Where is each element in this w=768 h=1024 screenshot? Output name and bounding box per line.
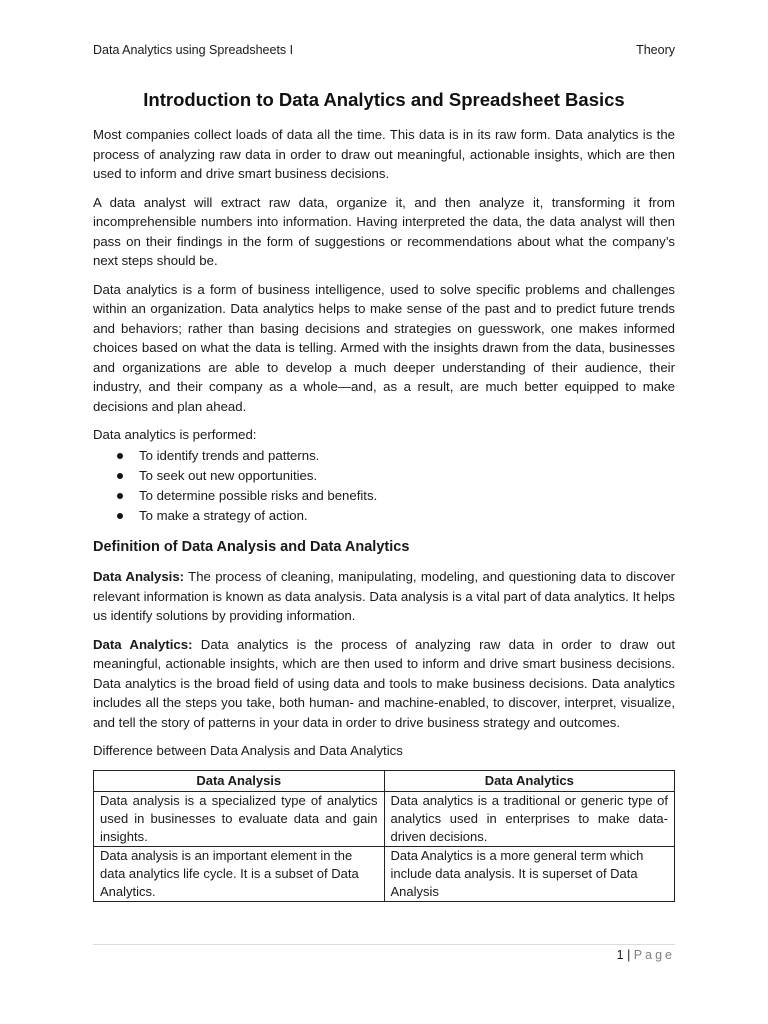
table-cell: Data Analytics is a more general term which include data analysis. It is superset of Data Analysis bbox=[384, 846, 675, 901]
table-cell: Data analysis is an important element in the data analytics life cycle. It is a subset of Data Analytics. bbox=[94, 846, 385, 901]
term-label: Data Analytics: bbox=[93, 636, 193, 652]
list-item: To determine possible risks and benefits. bbox=[139, 486, 675, 506]
performed-list bbox=[93, 446, 675, 526]
paragraph: A data analyst will extract raw data, organize it, and then analyze it, transforming it from incomprehensible numbers into information. Having interpreted the data, the data analyst will then pass on their findings in the form of suggestions or recommendations about what the company’s next steps should be. bbox=[93, 194, 675, 268]
data-analytics-definition bbox=[93, 635, 675, 733]
table-cell: Data analysis is a specialized type of analytics used in businesses to evaluate data and gain insights. bbox=[94, 791, 385, 846]
page-label: Page bbox=[633, 948, 675, 962]
column-header: Data Analytics bbox=[384, 770, 675, 791]
footer-divider bbox=[93, 944, 675, 945]
page-title: Introduction to Data Analytics and Spreadsheet Basics bbox=[143, 89, 625, 110]
performed-intro: Data analytics is performed: bbox=[93, 427, 257, 442]
document-body bbox=[93, 125, 675, 902]
term-text: Data analytics is the process of analyzing raw data in order to draw out meaningful, actionable insights, which are then used to inform and drive smart business decisions. Data analytics is the broad field of using data and tools to make business decisions. Data analytics includes all the steps you take, both human- and machine-enabled, to discover, interpret, visualize, and tell the story of patterns in your data in order to drive business strategy and outcomes. bbox=[93, 636, 675, 730]
footer-separator: | bbox=[627, 948, 631, 962]
table-caption: Difference between Data Analysis and Data Analytics bbox=[93, 743, 403, 758]
section-heading: Definition of Data Analysis and Data Analytics bbox=[93, 538, 410, 555]
page-header bbox=[93, 43, 675, 57]
page-footer bbox=[93, 948, 675, 962]
paragraph: Most companies collect loads of data all the time. This data is in its raw form. Data analytics is the process of analyzing raw data in order to draw out meaningful, actionable insights, which are then used to inform and drive smart business decisions. bbox=[93, 127, 675, 181]
header-right: Theory bbox=[636, 43, 675, 57]
table-cell: Data analytics is a traditional or generic type of analytics used in enterprises to make data-driven decisions. bbox=[384, 791, 675, 846]
table-header-row bbox=[94, 770, 675, 791]
header-left: Data Analytics using Spreadsheets I bbox=[93, 43, 294, 57]
list-item: To seek out new opportunities. bbox=[139, 466, 675, 486]
term-label: Data Analysis: bbox=[93, 569, 185, 584]
page-number: 1 bbox=[616, 948, 624, 962]
comparison-table bbox=[93, 770, 675, 902]
list-item: To make a strategy of action. bbox=[139, 506, 675, 526]
table-row bbox=[94, 791, 675, 846]
list-item: To identify trends and patterns. bbox=[139, 446, 675, 466]
table-row bbox=[94, 846, 675, 901]
data-analysis-definition bbox=[93, 567, 675, 626]
paragraph: Data analytics is a form of business intelligence, used to solve specific problems and challenges within an organization. Data analytics helps to make sense of the past and to predict future trends and behaviors; rather than basing decisions and strategies on guesswork, one makes informed choices based on what the data is telling. Armed with the insights drawn from the data, businesses and organizations are able to develop a much deeper understanding of their audience, their industry, and their company as a whole—and, as a result, are much better equipped to make decisions and plan ahead. bbox=[93, 281, 675, 414]
column-header: Data Analysis bbox=[94, 770, 385, 791]
term-text: The process of cleaning, manipulating, modeling, and questioning data to discover relevant information is known as data analysis. Data analysis is a vital part of data analytics. It helps us identify solutions by providing information. bbox=[93, 569, 676, 623]
